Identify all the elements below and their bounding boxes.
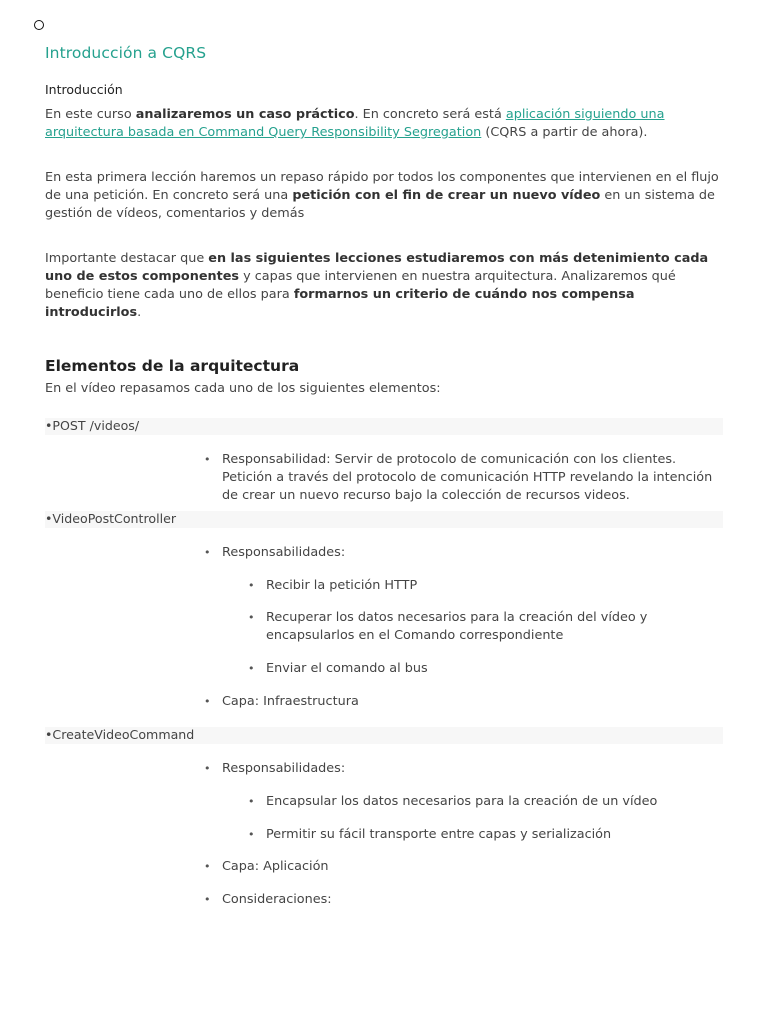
element-list: [45, 760, 723, 778]
section-intro: En el vídeo repasamos cada uno de los siguientes elementos:: [45, 381, 441, 396]
list-item: • Responsabilidades:: [45, 760, 723, 778]
paragraph-intro: [45, 106, 723, 142]
element-list: [45, 858, 723, 909]
text-span: En este curso: [45, 107, 136, 122]
lesson-content: [45, 44, 723, 909]
paragraph-first-lesson: [45, 169, 723, 223]
bold-text: formarnos un criterio de cuándo nos compensa introducirlos: [45, 287, 635, 320]
lesson-subtitle: Introducción: [45, 82, 123, 97]
text-span: en un sistema de gestión de vídeos, comentarios y demás: [45, 188, 715, 221]
list-item: • Encapsular los datos necesarios para la creación de un vídeo: [45, 793, 723, 811]
list-item: • Recuperar los datos necesarios para la creación del vídeo y encapsularlos en el Comando correspondiente: [45, 609, 723, 645]
radio-circle-icon: [34, 20, 44, 30]
element-header-post-videos: •POST /videos/: [45, 418, 723, 435]
bold-text: analizaremos un caso práctico: [135, 107, 355, 122]
list-item: • Recibir la petición HTTP: [45, 577, 723, 595]
element-list: [45, 693, 723, 711]
text-span: . En concreto será está: [354, 107, 506, 122]
bold-text: en las siguientes lecciones estudiaremos con más detenimiento cada uno de estos componentes: [45, 251, 709, 284]
page-title: Introducción a CQRS: [45, 44, 207, 62]
cqrs-app-link[interactable]: aplicación siguiendo una arquitectura basada en Command Query Responsibility Segregation: [45, 107, 665, 140]
list-item: • Capa: Aplicación: [45, 858, 723, 876]
text-span: (CQRS a partir de ahora).: [481, 125, 648, 140]
paragraph-important: [45, 250, 723, 322]
list-item: • Capa: Infraestructura: [45, 693, 723, 711]
element-list: [45, 451, 723, 505]
text-span: .: [137, 305, 142, 320]
list-item: • Enviar el comando al bus: [45, 660, 723, 678]
element-list: [45, 544, 723, 562]
text-span: y capas que intervienen en nuestra arquitectura. Analizaremos qué beneficio tiene cada uno de ellos para: [45, 269, 676, 302]
element-header-video-post-controller: •VideoPostController: [45, 511, 723, 528]
sub-list: [45, 577, 723, 678]
list-item: • Responsabilidad: Servir de protocolo de comunicación con los clientes. Petición a través del protocolo de comunicación HTTP revelando la intención de crear un nuevo recurso bajo la colección de recursos videos.: [45, 451, 723, 505]
list-item: • Permitir su fácil transporte entre capas y serialización: [45, 826, 723, 844]
bold-text: petición con el fin de crear un nuevo vídeo: [292, 188, 601, 203]
text-span: En esta primera lección haremos un repaso rápido por todos los componentes que intervienen en el flujo de una petición. En concreto será una: [45, 170, 719, 203]
list-item: • Responsabilidades:: [45, 544, 723, 562]
element-header-create-video-command: •CreateVideoCommand: [45, 727, 723, 744]
section-title: Elementos de la arquitectura: [45, 357, 300, 375]
text-span: Importante destacar que: [45, 251, 209, 266]
list-item: • Consideraciones:: [45, 891, 723, 909]
sub-list: [45, 793, 723, 844]
